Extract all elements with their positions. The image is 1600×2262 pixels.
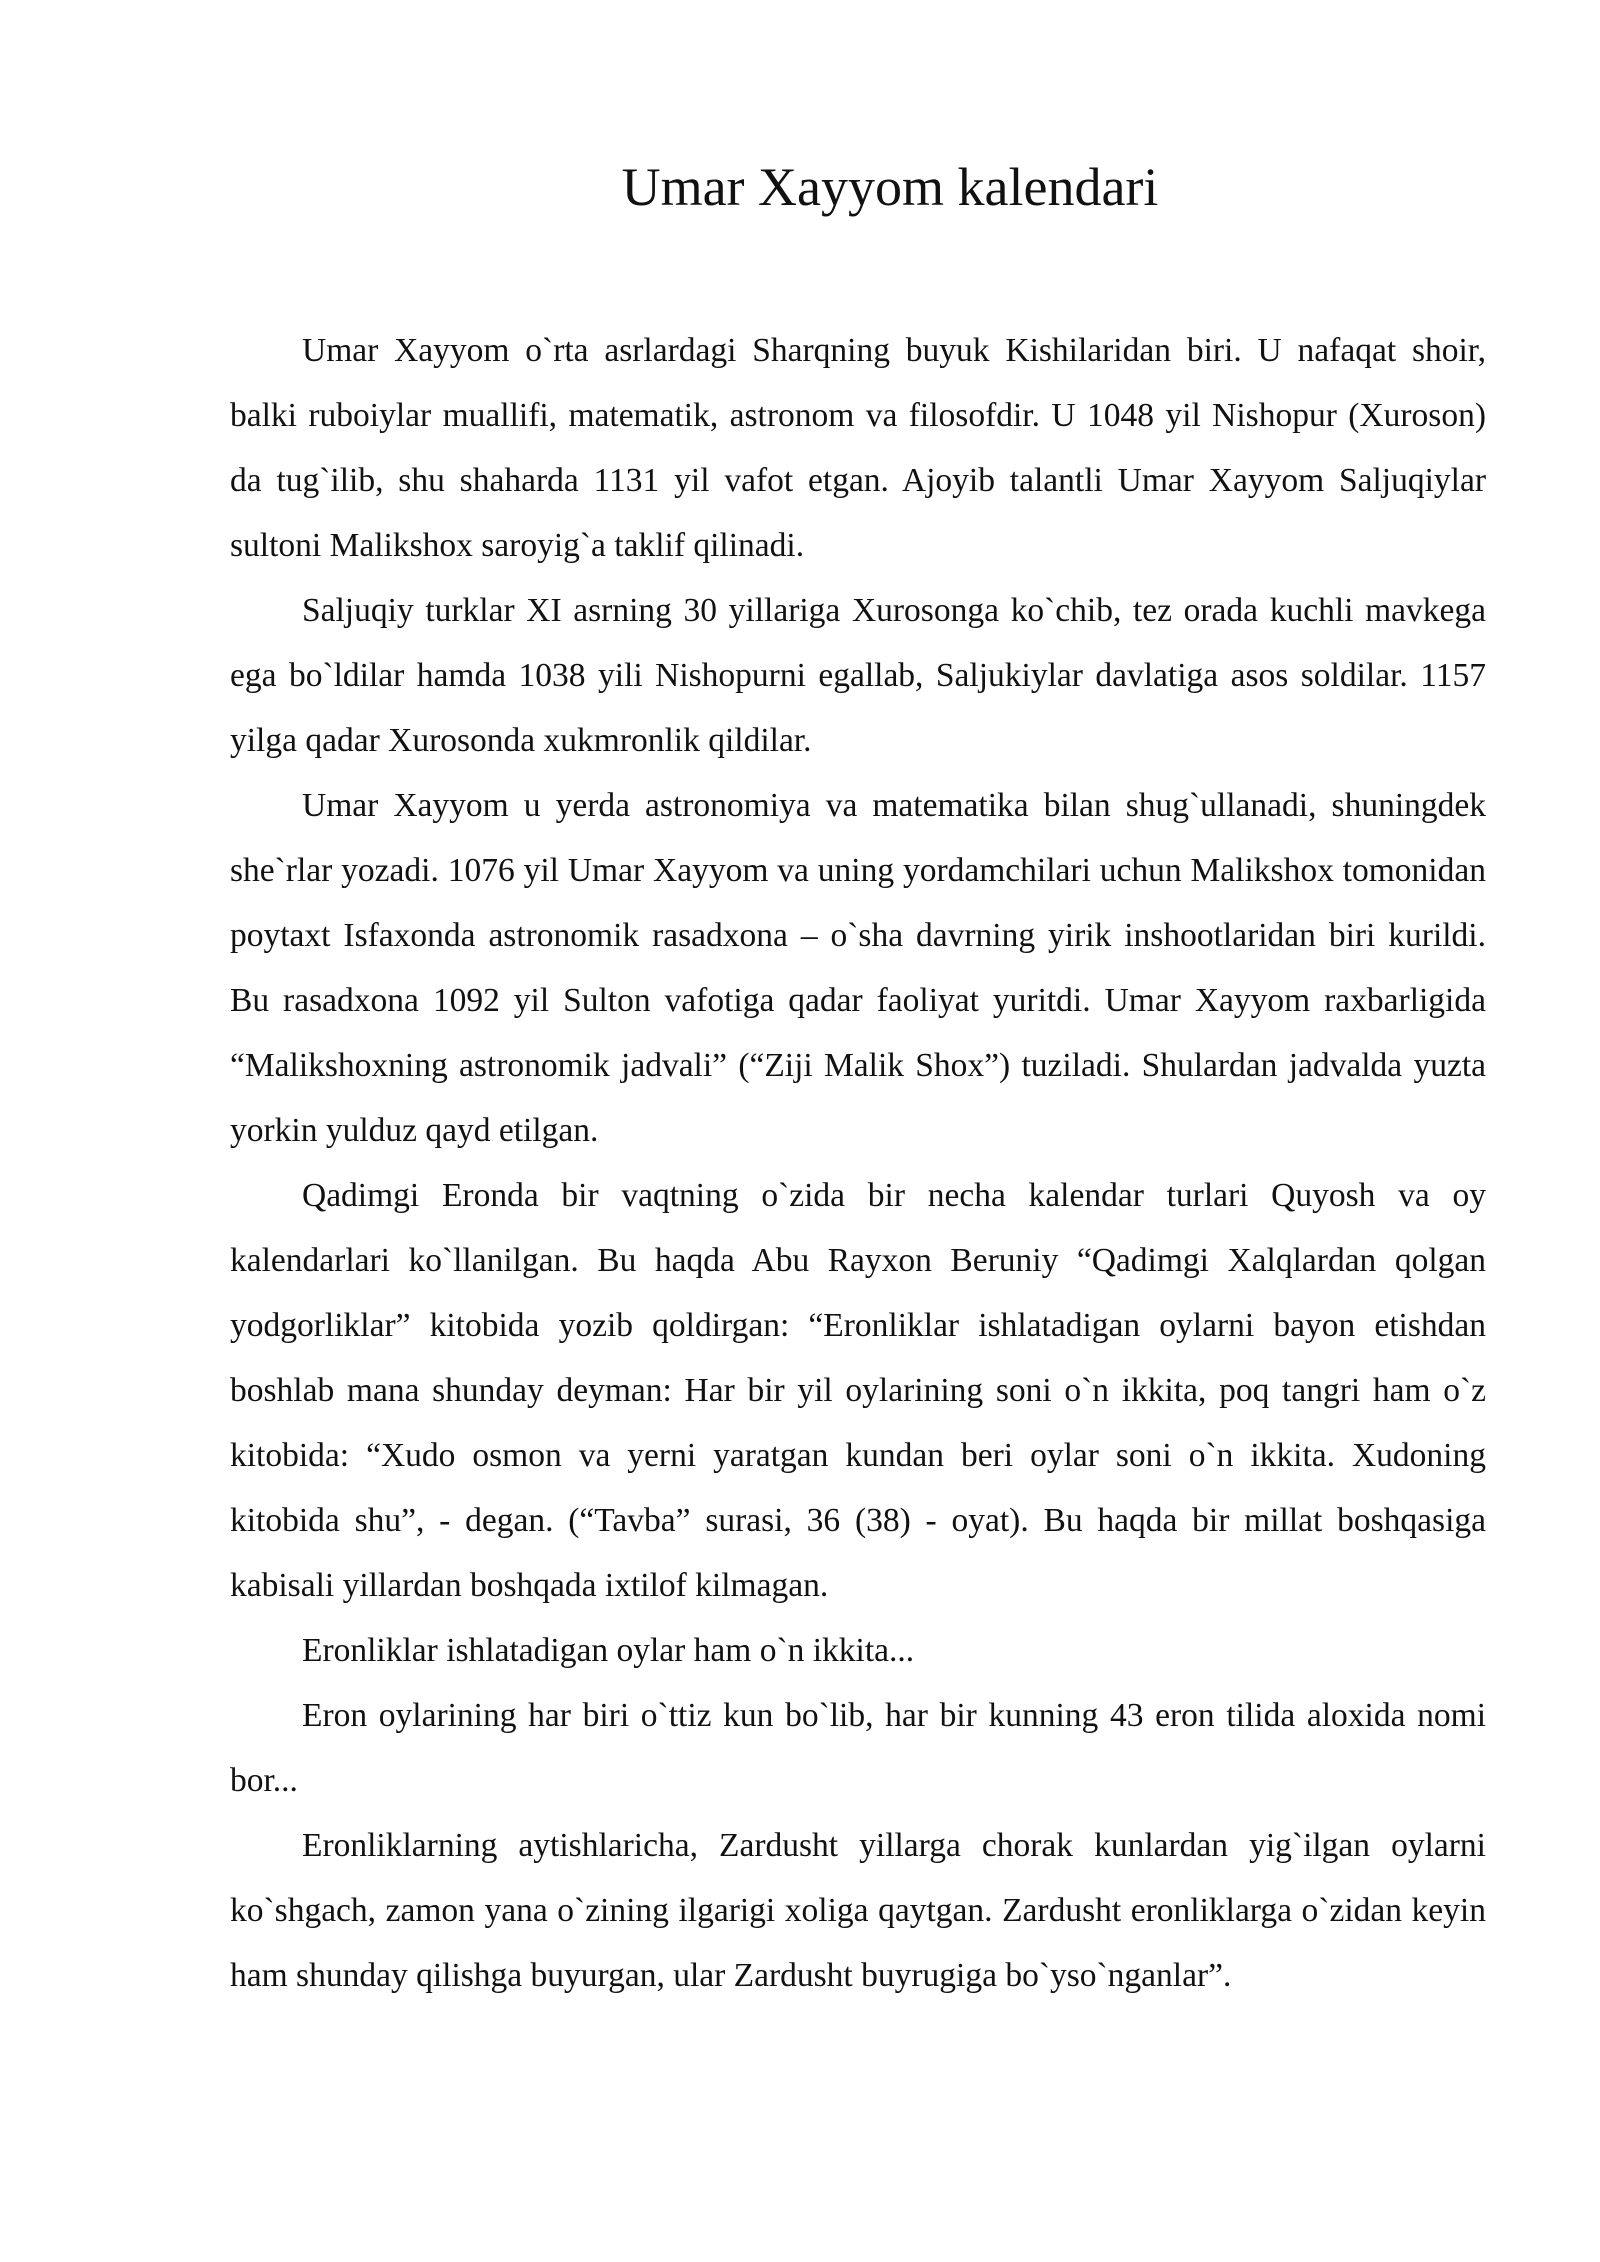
paragraph-7: Eronliklarning aytishlaricha, Zardusht yillarga chorak kunlardan yig`ilgan oylarni ko`shgach, zamon yana o`zining ilgarigi xoliga qaytgan. Zardusht eronliklarga o`zidan keyin ham shunday qilishga buyurgan, ular Zardusht buyrugiga bo`yso`nganlar”. xyxy=(230,1827,1486,1994)
paragraph-4: Qadimgi Eronda bir vaqtning o`zida bir necha kalendar turlari Quyosh va oy kalendarlari ko`llanilgan. Bu haqda Abu Rayxon Beruniy “Qadimgi Xalqlardan qolgan yodgorliklar” kitobida yozib qoldirgan: “Eronliklar ishlatadigan oylarni bayon etishdan boshlab mana shunday deyman: Har bir yil oylarining soni o`n ikkita, poq tangri ham o`z kitobida: “Xudo osmon va yerni yaratgan kundan beri oylar soni o`n ikkita. Xudoning kitobida shu”, - degan. (“Tavba” surasi, 36 (38) - oyat). Bu haqda bir millat boshqasiga kabisali yillardan boshqada ixtilof kilmagan. xyxy=(230,1177,1486,1604)
document-title: Umar Xayyom kalendari xyxy=(621,157,1159,217)
paragraph-1: Umar Xayyom o`rta asrlardagi Sharqning buyuk Kishilaridan biri. U nafaqat shoir, balki ruboiylar muallifi, matematik, astronom va filosofdir. U 1048 yil Nishopur (Xuroson) da tug`ilib, shu shaharda 1131 yil vafot etgan. Ajoyib talantli Umar Xayyom Saljuqiylar sultoni Malikshox saroyig`a taklif qilinadi. xyxy=(230,332,1486,564)
paragraph-6: Eron oylarining har biri o`ttiz kun bo`lib, har bir kunning 43 eron tilida aloxida nomi bor... xyxy=(230,1697,1486,1799)
paragraph-5: Eronliklar ishlatadigan oylar ham o`n ikkita... xyxy=(302,1632,915,1669)
paragraph-2: Saljuqiy turklar XI asrning 30 yillariga Xurosonga ko`chib, tez orada kuchli mavkega ega bo`ldilar hamda 1038 yili Nishopurni egallab, Saljukiylar davlatiga asos soldilar. 1157 yilga qadar Xurosonda xukmronlik qildilar. xyxy=(230,592,1486,759)
document-body xyxy=(230,318,1486,2008)
paragraph-3: Umar Xayyom u yerda astronomiya va matematika bilan shug`ullanadi, shuningdek she`rlar yozadi. 1076 yil Umar Xayyom va uning yordamchilari uchun Malikshox tomonidan poytaxt Isfaxonda astronomik rasadxona – o`sha davrning yirik inshootlaridan biri kurildi. Bu rasadxona 1092 yil Sulton vafotiga qadar faoliyat yuritdi. Umar Xayyom raxbarligida “Malikshoxning astronomik jadvali” (“Ziji Malik Shox”) tuziladi. Shulardan jadvalda yuzta yorkin yulduz qayd etilgan. xyxy=(230,787,1486,1149)
